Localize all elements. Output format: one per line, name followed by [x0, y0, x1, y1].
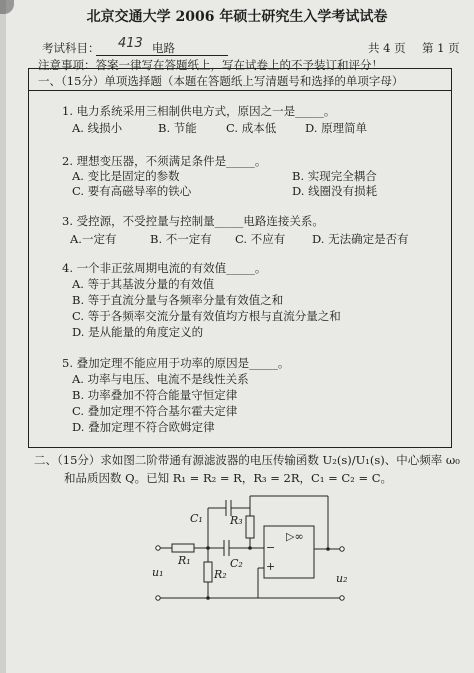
junction-node [248, 546, 252, 550]
question-3-option: A.一定有 [70, 232, 117, 246]
section2-line1: 二、（15分）求如图二阶带通有源滤波器的电压传输函数 U₂(s)/U₁(s)、中心频率 ω₀ [34, 453, 460, 467]
label-c1: C₁ [190, 512, 203, 525]
question-3-option: C. 不应有 [235, 232, 286, 246]
question-4-option: A. 等于其基波分量的有效值 [72, 277, 215, 291]
exam-title: 北京交通大学 2006 年硕士研究生入学考试试卷 [86, 9, 388, 25]
question-2-option: A. 变比是固定的参数 [72, 169, 180, 183]
question-5-option: C. 叠加定理不符合基尔霍夫定律 [72, 404, 238, 418]
question-5-option: D. 叠加定理不符合欧姆定律 [72, 420, 215, 434]
junction-node [206, 546, 210, 550]
opamp-minus-sign: − [266, 541, 276, 554]
section1-heading: 一、（15分）单项选择题（本题在答题纸上写清题号和选择的单项字母） [38, 74, 404, 88]
question-5-stem: 5. 叠加定理不能应用于功率的原因是_____。 [62, 356, 290, 370]
subject-code: 413 [118, 36, 143, 51]
label-r2: R₂ [214, 568, 227, 581]
question-2-option: C. 要有高磁导率的铁心 [72, 184, 192, 198]
input-terminal-bottom [156, 596, 160, 600]
question-4-stem: 4. 一个非正弦周期电流的有效值_____。 [62, 261, 267, 275]
question-1-option: C. 成本低 [226, 121, 277, 135]
question-1-option: B. 节能 [158, 121, 197, 135]
question-4-option: C. 等于各频率交流分量有效值均方根与直流分量之和 [72, 309, 341, 323]
output-terminal-top [340, 547, 344, 551]
question-2-stem: 2. 理想变压器，不须满足条件是_____。 [62, 154, 267, 168]
junction-node [206, 596, 210, 600]
question-2-option: B. 实现完全耦合 [292, 169, 377, 183]
output-terminal-bottom [340, 596, 344, 600]
question-5-option: B. 功率叠加不符合能量守恒定律 [72, 388, 238, 402]
label-c2: C₂ [230, 557, 243, 570]
page-count: 共 4 页 [368, 41, 406, 55]
opamp-symbol: ▷∞ [286, 530, 304, 543]
question-1-option: A. 线损小 [72, 121, 123, 135]
question-3-stem: 3. 受控源，不受控量与控制量_____电路连接关系。 [62, 214, 324, 228]
question-1-option: D. 原理简单 [305, 121, 368, 135]
question-2-option: D. 线圈没有损耗 [292, 184, 378, 198]
label-u2: u₂ [336, 572, 348, 585]
question-5-option: A. 功率与电压、电流不是线性关系 [72, 372, 249, 386]
label-u1: u₁ [152, 566, 164, 579]
question-4-option: B. 等于直流分量与各频率分量有效值之和 [72, 293, 284, 307]
label-r1: R₁ [178, 554, 191, 567]
resistor-r1 [172, 544, 194, 552]
question-3-option: B. 不一定有 [150, 232, 212, 246]
label-r3: R₃ [230, 514, 243, 527]
opamp-plus-sign: + [266, 560, 276, 573]
question-1-stem: 1. 电力系统采用三相制供电方式，原因之一是_____。 [62, 104, 336, 118]
notice-text: 注意事项：答案一律写在答题纸上，写在试卷上的不予装订和评分！ [38, 58, 383, 72]
section2-line2: 和品质因数 Q。已知 R₁ = R₂ = R，R₃ = 2R，C₁ = C₂ = C。 [64, 471, 393, 485]
question-3-option: D. 无法确定是否有 [312, 232, 409, 246]
subject-label: 考试科目： [42, 41, 100, 55]
subject-name: 电路 [152, 41, 175, 55]
input-terminal-top [156, 546, 160, 550]
junction-node [326, 547, 330, 551]
question-4-option: D. 是从能量的角度定义的 [72, 325, 204, 339]
page-number: 第 1 页 [422, 41, 460, 55]
